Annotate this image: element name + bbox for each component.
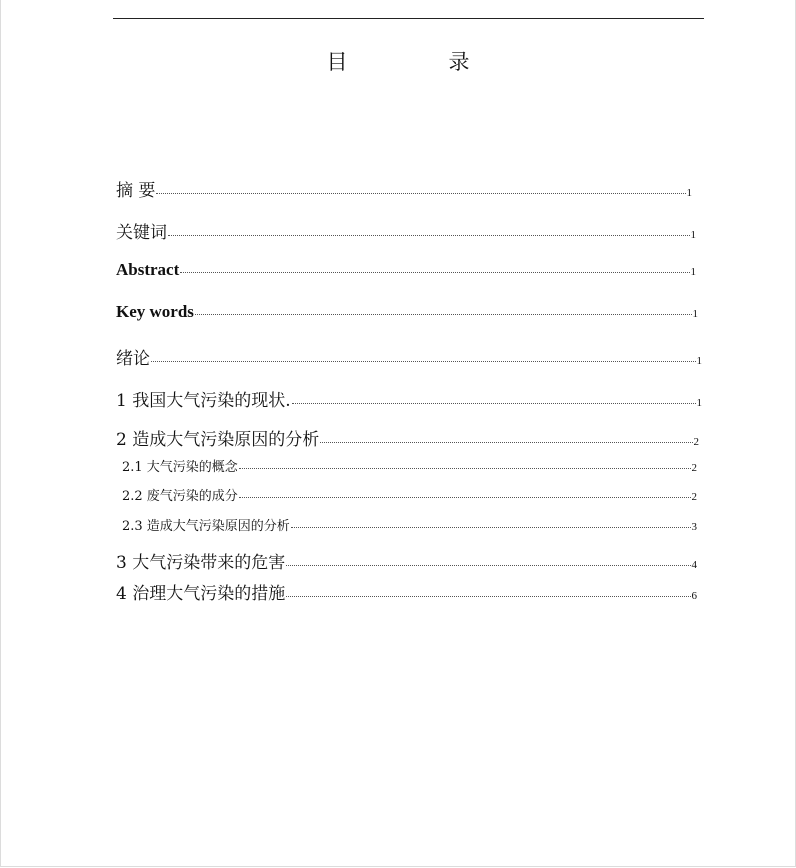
toc-entry-section-2[interactable]: [116, 425, 699, 450]
toc-entry-keywords-cn[interactable]: [116, 218, 696, 243]
toc-page-number: 2: [693, 436, 699, 448]
toc-page-number: 3: [691, 521, 697, 533]
toc-entry-keywords-en[interactable]: [116, 302, 698, 322]
toc-page-number: 1: [690, 266, 696, 278]
toc-page-number: 1: [692, 308, 698, 320]
toc-leader: [239, 497, 691, 498]
toc-entry-abstract-cn[interactable]: [116, 176, 692, 201]
toc-entry-label: 4 治理大气污染的措施: [116, 584, 286, 604]
toc-entry-label: 摘 要: [116, 181, 156, 201]
toc-page-number: 1: [690, 229, 696, 241]
toc-entry-section-3[interactable]: [116, 548, 697, 573]
toc-leader: [291, 527, 691, 528]
toc-entry-label: 2 造成大气污染原因的分析: [116, 430, 320, 450]
toc-leader: [195, 314, 692, 315]
toc-leader: [151, 361, 696, 362]
toc-page-number: 1: [696, 397, 702, 409]
toc-page-number: 1: [686, 187, 692, 199]
header-rule: [113, 18, 704, 19]
toc-leader: [180, 272, 689, 273]
toc-page-number: 4: [691, 559, 697, 571]
toc-entry-label: 2.1 大气污染的概念: [122, 460, 238, 475]
toc-entry-label: Abstract: [116, 260, 180, 279]
toc-leader: [320, 442, 692, 443]
toc-entry-introduction[interactable]: [116, 344, 702, 369]
toc-page-number: 1: [696, 355, 702, 367]
toc-entry-section-4[interactable]: [116, 579, 697, 604]
toc-page-number: 6: [691, 590, 697, 602]
toc-entry-section-2-2[interactable]: [122, 485, 697, 504]
toc-title: 目 录: [326, 50, 510, 74]
toc-leader: [286, 596, 690, 597]
toc-entry-section-2-3[interactable]: [122, 515, 697, 534]
toc-leader: [286, 565, 690, 566]
toc-entry-abstract-en[interactable]: [116, 260, 696, 280]
toc-leader: [156, 193, 685, 194]
toc-leader: [292, 403, 696, 404]
toc-entry-label: 1 我国大气污染的现状.: [116, 391, 291, 411]
toc-entry-label: 关键词: [116, 223, 167, 243]
toc-entry-label: 2.2 废气污染的成分: [122, 489, 238, 504]
toc-entry-label: 绪论: [116, 349, 150, 369]
toc-leader: [239, 468, 691, 469]
toc-entry-label: 2.3 造成大气污染原因的分析: [122, 519, 290, 534]
toc-entry-section-1[interactable]: [116, 386, 702, 411]
toc-entry-label: 3 大气污染带来的危害: [116, 553, 286, 573]
toc-leader: [168, 235, 690, 236]
toc-page-number: 2: [691, 462, 697, 474]
toc-entry-label: Key words: [116, 302, 194, 321]
toc-page-number: 2: [691, 491, 697, 503]
toc-entry-section-2-1[interactable]: [122, 456, 697, 475]
